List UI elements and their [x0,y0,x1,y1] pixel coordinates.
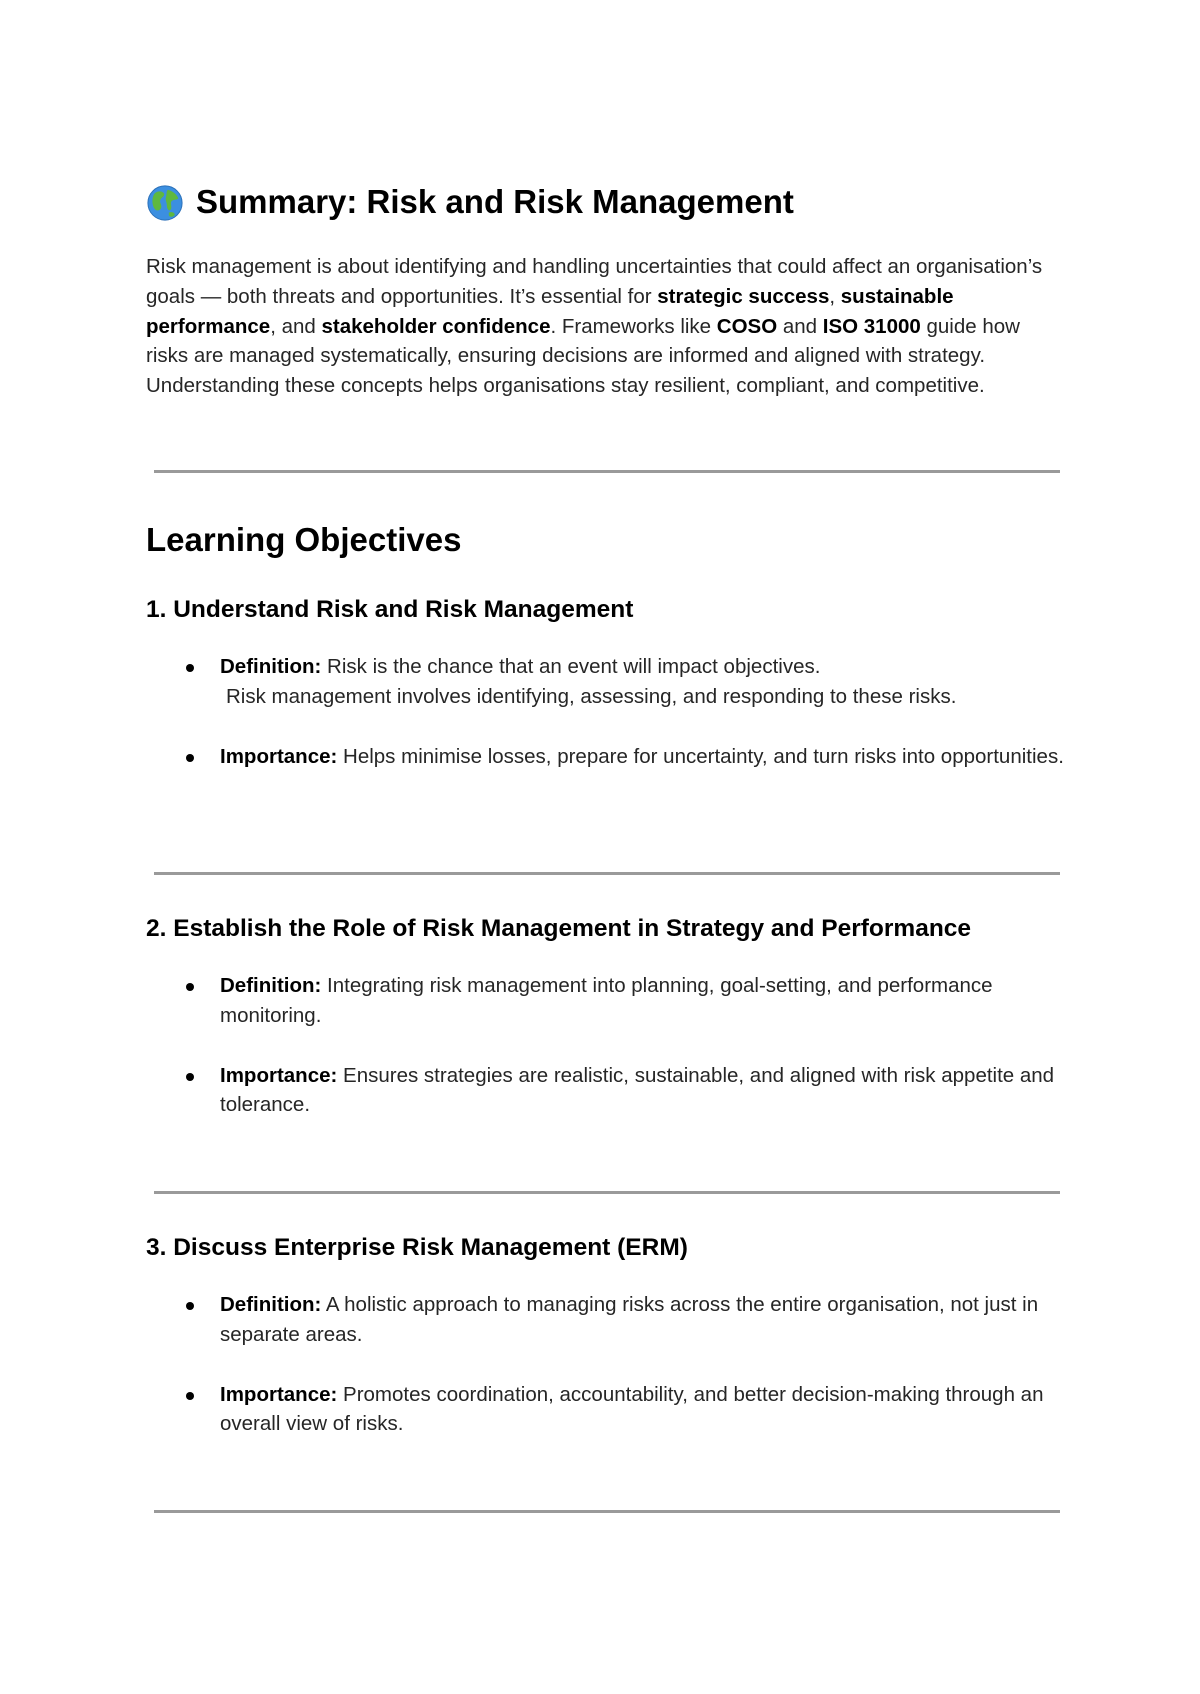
list-item [146,1380,1066,1440]
learning-objectives-heading: Learning Objectives [146,521,462,558]
summary-bold: COSO [716,314,778,338]
objective-3-title: 3. Discuss Enterprise Risk Management (ERM) [146,1234,688,1261]
objective-2-title: 2. Establish the Role of Risk Management in Strategy and Performance [146,915,972,942]
globe-icon [146,184,184,222]
summary-bold: sustainable performance [146,284,954,338]
definition-label: Definition: [220,655,322,678]
summary-bold: ISO 31000 [822,314,921,338]
summary-title-text: Summary: Risk and Risk Management [196,183,794,220]
importance-text: Helps minimise losses, prepare for uncertainty, and turn risks into opportunities. [337,744,1064,768]
horizontal-divider [154,1191,1060,1194]
summary-title [146,180,794,224]
summary-text: Risk management is about identifying and handling uncertainties that could affect an organisation’s goals — both threats and opportunities. It’s essential for [146,255,1043,308]
definition-text: A holistic approach to managing risks across the entire organisation, not just in separate areas. [220,1293,1039,1346]
definition-text: Risk is the chance that an event will impact objectives. [321,655,821,678]
summary-text: , [829,284,841,308]
list-item [146,1061,1066,1121]
definition-text: Integrating risk management into planning, goal-setting, and performance monitoring. [220,974,993,1027]
summary-text: . Frameworks like [550,314,717,338]
objective-1-list [146,652,1066,801]
horizontal-divider [154,470,1060,473]
horizontal-divider [154,1510,1060,1513]
definition-label: Definition: [220,974,322,997]
definition-text-2: Risk management involves identifying, assessing, and responding to these risks. [226,684,957,708]
horizontal-divider [154,872,1060,875]
objective-3-list [146,1290,1066,1469]
list-item [146,652,1066,712]
summary-bold: stakeholder confidence [321,314,551,338]
importance-label: Importance: [220,1382,338,1406]
importance-label: Importance: [220,1063,338,1087]
list-item [146,742,1066,772]
list-item [146,971,1066,1031]
summary-text: guide how risks are managed systematically, ensuring decisions are informed and aligned with strategy. Understanding these concepts helps organisations stay resilient, compliant, and competitive. [146,314,1020,398]
importance-text: Ensures strategies are realistic, sustainable, and aligned with risk appetite and tolerance. [220,1063,1055,1117]
summary-bold: strategic success [657,284,830,308]
list-item [146,1290,1066,1350]
importance-text: Promotes coordination, accountability, and better decision-making through an overall view of risks. [220,1382,1044,1436]
importance-label: Importance: [220,744,338,768]
summary-text: and [777,314,823,338]
summary-text: , and [270,314,322,338]
objective-2-list [146,971,1066,1150]
summary-paragraph [146,252,1062,401]
objective-1-title: 1. Understand Risk and Risk Management [146,596,634,623]
definition-label: Definition: [220,1293,322,1316]
